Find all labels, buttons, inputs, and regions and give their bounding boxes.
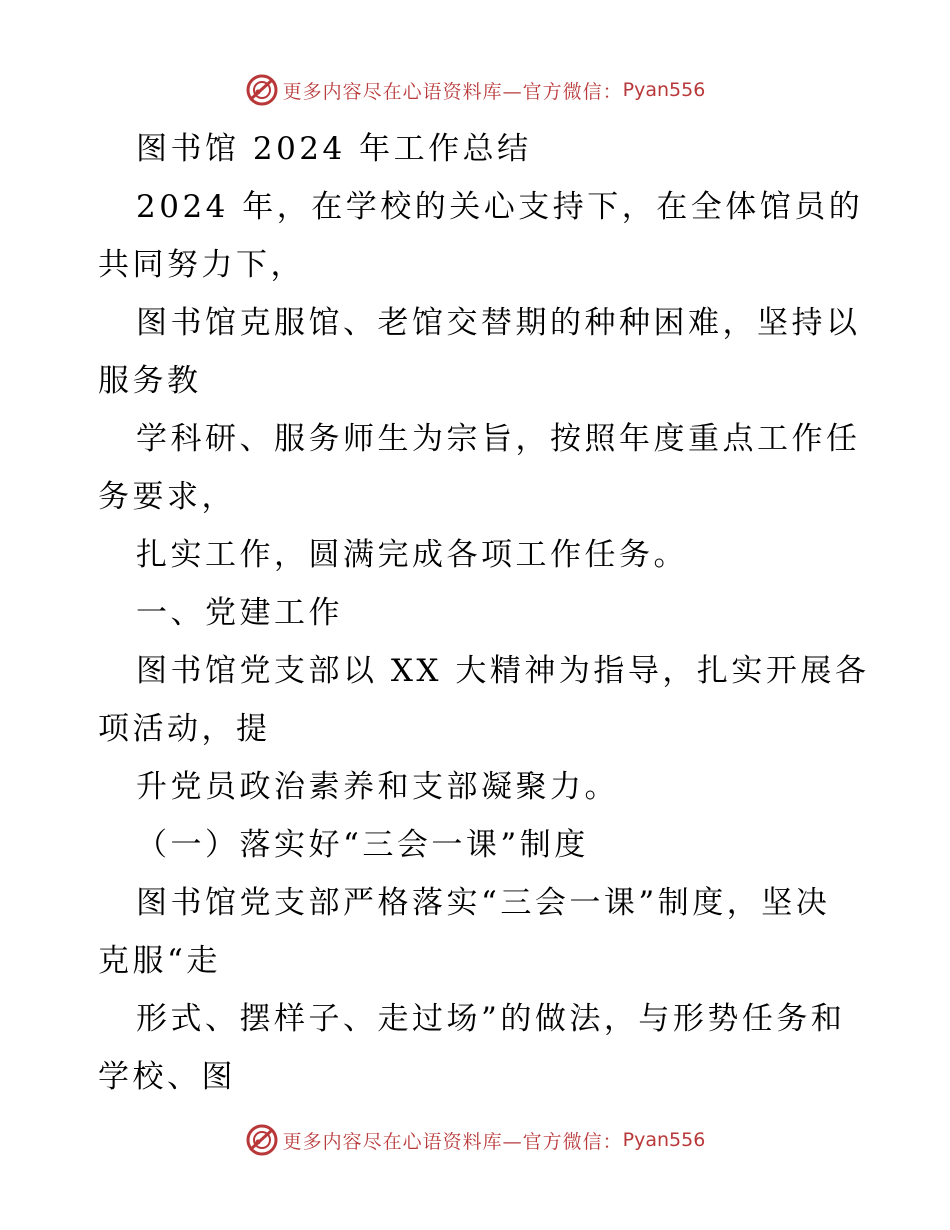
- paragraph-line: 学校、图: [98, 1059, 236, 1095]
- paragraph-line: 图书馆克服馆、老馆交替期的种种困难，坚持以: [136, 305, 861, 341]
- paragraph-line: 形式、摆样子、走过场”的做法，与形势任务和: [136, 1001, 846, 1037]
- seal-logo-icon: [245, 73, 279, 107]
- paragraph-line: 扎实工作，圆满完成各项工作任务。: [136, 537, 688, 573]
- banner-text: 更多内容尽在心语资料库—官方微信：: [282, 80, 623, 103]
- paragraph-line: 共同努力下，: [98, 247, 305, 283]
- footer-watermark-banner: [0, 1118, 950, 1162]
- paragraph-line: 升党员政治素养和支部凝聚力。: [136, 769, 619, 805]
- section-heading: 一、党建工作: [136, 595, 343, 631]
- paragraph-line: 2024 年，在学校的关心支持下，在全体馆员的: [136, 189, 864, 225]
- banner-wechat-id: Pyan556: [622, 79, 706, 101]
- document-body: [98, 120, 870, 1106]
- paragraph-line: 图书馆党支部以 XX 大精神为指导，扎实开展各: [136, 653, 870, 689]
- paragraph-line: 克服“走: [98, 943, 221, 979]
- header-watermark-banner: [0, 68, 950, 112]
- paragraph-line: 项活动，提: [98, 711, 271, 747]
- banner-text: 更多内容尽在心语资料库—官方微信：: [282, 1130, 623, 1153]
- banner-wechat-id: Pyan556: [622, 1129, 706, 1151]
- paragraph-line: 学科研、服务师生为宗旨，按照年度重点工作任: [136, 421, 861, 457]
- seal-logo-icon: [245, 1123, 279, 1157]
- subsection-heading: （一）落实好“三会一课”制度: [136, 827, 589, 863]
- document-title: 图书馆 2024 年工作总结: [136, 131, 532, 167]
- paragraph-line: 图书馆党支部严格落实“三会一课”制度，坚决: [136, 885, 831, 921]
- paragraph-line: 务要求，: [98, 479, 236, 515]
- paragraph-line: 服务教: [98, 363, 202, 399]
